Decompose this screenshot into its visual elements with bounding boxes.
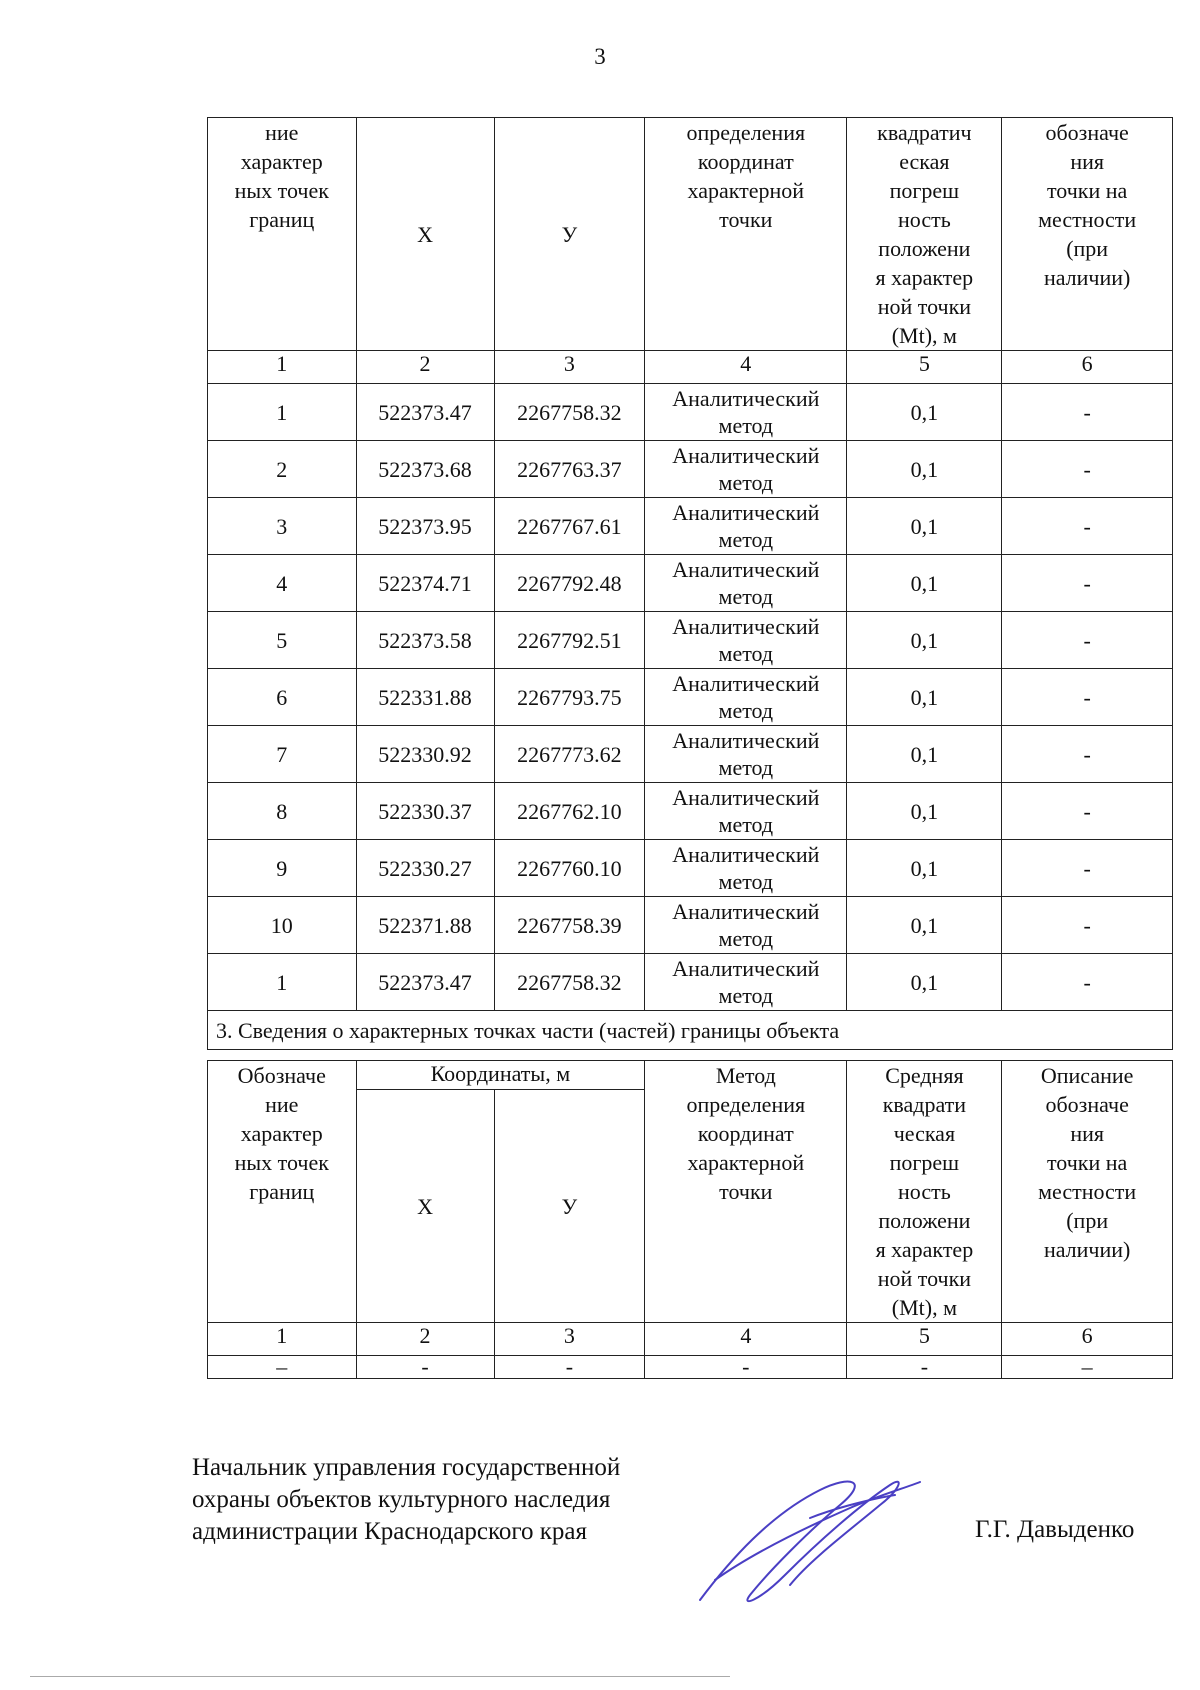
x-coordinate-cell: 522373.58 <box>356 612 494 669</box>
x-coordinate-cell: 522373.47 <box>356 384 494 441</box>
table-row <box>208 498 1173 555</box>
error-cell: 0,1 <box>847 612 1002 669</box>
table-row <box>208 783 1173 840</box>
empty-cell: - <box>847 1356 1002 1379</box>
table-row <box>208 441 1173 498</box>
header-error: Средняя квадрати ческая погреш ность положени я характер ной точки (Mt), м <box>847 1061 1002 1323</box>
description-cell: - <box>1002 897 1173 954</box>
header-x: Х <box>356 118 494 351</box>
empty-cell: - <box>356 1356 494 1379</box>
column-number: 6 <box>1002 351 1173 384</box>
header-point-label: ние характер ных точек границ <box>208 118 357 351</box>
error-cell: 0,1 <box>847 498 1002 555</box>
point-number-cell: 4 <box>208 555 357 612</box>
empty-cell: – <box>208 1356 357 1379</box>
point-number-cell: 1 <box>208 384 357 441</box>
x-coordinate-cell: 522373.47 <box>356 954 494 1011</box>
x-coordinate-cell: 522371.88 <box>356 897 494 954</box>
header-description: Описание обозначе ния точки на местности (при наличии) <box>1002 1061 1173 1323</box>
point-number-cell: 10 <box>208 897 357 954</box>
y-coordinate-cell: 2267758.32 <box>494 954 645 1011</box>
table-row <box>208 897 1173 954</box>
x-coordinate-cell: 522330.37 <box>356 783 494 840</box>
error-cell: 0,1 <box>847 897 1002 954</box>
header-point-label: Обозначе ние характер ных точек границ <box>208 1061 357 1323</box>
y-coordinate-cell: 2267767.61 <box>494 498 645 555</box>
x-coordinate-cell: 522330.27 <box>356 840 494 897</box>
method-cell: Аналитический метод <box>645 384 847 441</box>
header-method: определения координат характерной точки <box>645 118 847 351</box>
method-cell: Аналитический метод <box>645 555 847 612</box>
y-coordinate-cell: 2267792.48 <box>494 555 645 612</box>
header-coordinates: Координаты, м <box>356 1061 645 1090</box>
part-boundary-points-table <box>207 1060 1173 1379</box>
description-cell: - <box>1002 669 1173 726</box>
column-number: 1 <box>208 351 357 384</box>
handwritten-signature <box>690 1460 930 1610</box>
empty-cell: - <box>494 1356 645 1379</box>
method-cell: Аналитический метод <box>645 897 847 954</box>
boundary-points-table <box>207 117 1173 1050</box>
x-coordinate-cell: 522373.95 <box>356 498 494 555</box>
method-cell: Аналитический метод <box>645 954 847 1011</box>
description-cell: - <box>1002 555 1173 612</box>
description-cell: - <box>1002 384 1173 441</box>
column-number: 1 <box>208 1323 357 1356</box>
method-cell: Аналитический метод <box>645 840 847 897</box>
point-number-cell: 7 <box>208 726 357 783</box>
method-cell: Аналитический метод <box>645 498 847 555</box>
signatory-position-line: Начальник управления государственной <box>192 1454 621 1481</box>
error-cell: 0,1 <box>847 441 1002 498</box>
x-coordinate-cell: 522373.68 <box>356 441 494 498</box>
table-header-row <box>208 118 1173 351</box>
point-number-cell: 2 <box>208 441 357 498</box>
description-cell: - <box>1002 954 1173 1011</box>
y-coordinate-cell: 2267760.10 <box>494 840 645 897</box>
point-number-cell: 8 <box>208 783 357 840</box>
y-coordinate-cell: 2267773.62 <box>494 726 645 783</box>
column-number: 2 <box>356 1323 494 1356</box>
y-coordinate-cell: 2267758.32 <box>494 384 645 441</box>
description-cell: - <box>1002 498 1173 555</box>
column-number: 5 <box>847 1323 1002 1356</box>
error-cell: 0,1 <box>847 669 1002 726</box>
description-cell: - <box>1002 840 1173 897</box>
header-description: обозначе ния точки на местности (при наличии) <box>1002 118 1173 351</box>
column-number-row <box>208 351 1173 384</box>
method-cell: Аналитический метод <box>645 783 847 840</box>
empty-cell: – <box>1002 1356 1173 1379</box>
signer-name: Г.Г. Давыденко <box>975 1516 1135 1543</box>
description-cell: - <box>1002 783 1173 840</box>
y-coordinate-cell: 2267758.39 <box>494 897 645 954</box>
error-cell: 0,1 <box>847 726 1002 783</box>
column-number: 3 <box>494 351 645 384</box>
table-row <box>208 384 1173 441</box>
table-row <box>208 612 1173 669</box>
page-number: 3 <box>594 44 606 69</box>
point-number-cell: 9 <box>208 840 357 897</box>
y-coordinate-cell: 2267792.51 <box>494 612 645 669</box>
table-row <box>208 726 1173 783</box>
signatory-position-line: охраны объектов культурного наследия <box>192 1486 611 1513</box>
column-number: 6 <box>1002 1323 1173 1356</box>
y-coordinate-cell: 2267793.75 <box>494 669 645 726</box>
signatory-position <box>192 1452 620 1548</box>
description-cell: - <box>1002 726 1173 783</box>
y-coordinate-cell: 2267763.37 <box>494 441 645 498</box>
method-cell: Аналитический метод <box>645 726 847 783</box>
method-cell: Аналитический метод <box>645 669 847 726</box>
error-cell: 0,1 <box>847 954 1002 1011</box>
point-number-cell: 1 <box>208 954 357 1011</box>
table-row <box>208 840 1173 897</box>
empty-cell: - <box>645 1356 847 1379</box>
error-cell: 0,1 <box>847 783 1002 840</box>
point-number-cell: 5 <box>208 612 357 669</box>
method-cell: Аналитический метод <box>645 441 847 498</box>
table-row <box>208 954 1173 1011</box>
point-number-cell: 6 <box>208 669 357 726</box>
x-coordinate-cell: 522331.88 <box>356 669 494 726</box>
point-number-cell: 3 <box>208 498 357 555</box>
column-number: 4 <box>645 351 847 384</box>
column-number: 2 <box>356 351 494 384</box>
header-y: У <box>494 1090 645 1323</box>
error-cell: 0,1 <box>847 555 1002 612</box>
x-coordinate-cell: 522374.71 <box>356 555 494 612</box>
section-title: 3. Сведения о характерных точках части (частей) границы объекта <box>208 1011 1173 1050</box>
header-y: У <box>494 118 645 351</box>
description-cell: - <box>1002 441 1173 498</box>
error-cell: 0,1 <box>847 840 1002 897</box>
method-cell: Аналитический метод <box>645 612 847 669</box>
y-coordinate-cell: 2267762.10 <box>494 783 645 840</box>
column-number: 4 <box>645 1323 847 1356</box>
error-cell: 0,1 <box>847 384 1002 441</box>
signatory-position-line: администрации Краснодарского края <box>192 1518 588 1545</box>
description-cell: - <box>1002 612 1173 669</box>
header-error: квадратич еская погреш ность положени я характер ной точки (Mt), м <box>847 118 1002 351</box>
table-row <box>208 555 1173 612</box>
header-method: Метод определения координат характерной точки <box>645 1061 847 1323</box>
header-x: Х <box>356 1090 494 1323</box>
scan-edge-line <box>30 1676 730 1677</box>
column-number: 3 <box>494 1323 645 1356</box>
x-coordinate-cell: 522330.92 <box>356 726 494 783</box>
column-number: 5 <box>847 351 1002 384</box>
table-row <box>208 669 1173 726</box>
